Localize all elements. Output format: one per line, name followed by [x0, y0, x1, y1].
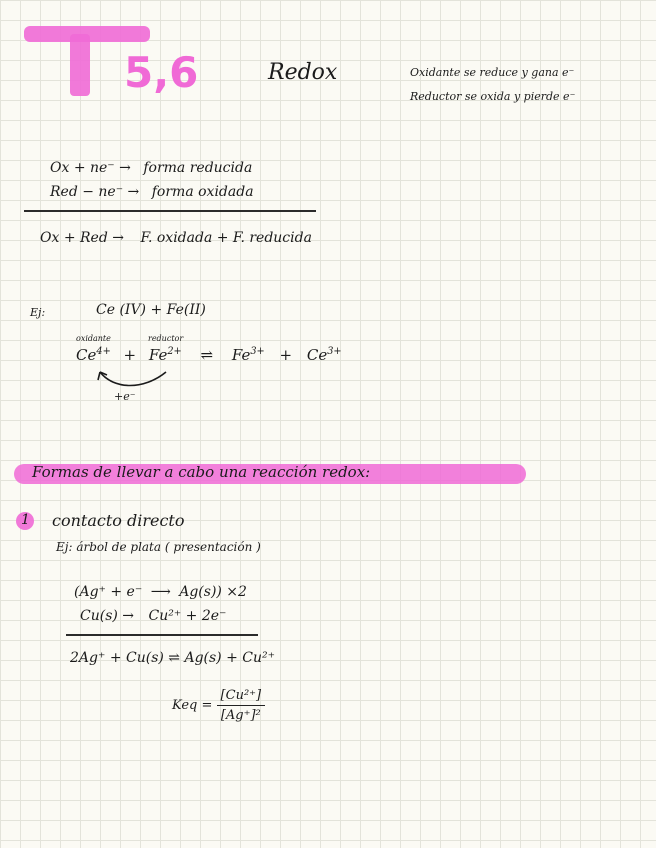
keq-expression: Keq = $\frac{\text{[Cu²⁺]}}{\text{[Ag⁺]²}}$: [172, 688, 265, 723]
reductor-label: reductor: [148, 334, 184, 343]
oxidante-label: oxidante: [76, 334, 111, 343]
half-equation-copper: Cu(s) → Cu²⁺ + 2e⁻: [80, 608, 227, 624]
equation-divider: [66, 634, 258, 636]
electron-label: +e⁻: [114, 390, 136, 403]
overall-reaction: Ox + Red → F. oxidada + F. reducida: [40, 230, 312, 246]
example-species: Ce (IV) + Fe(II): [96, 302, 206, 318]
keq-fraction: $\frac{\text{[Cu²⁺]}}{\text{[Ag⁺]²}}$: [217, 688, 266, 723]
reductor-note: Reductor se oxida y pierde e⁻: [410, 90, 576, 103]
half-reaction-oxidation: Red − ne⁻ → forma oxidada: [50, 184, 254, 200]
half-reaction-reduction: Ox + ne⁻ → forma reducida: [50, 160, 253, 176]
half-equation-silver: (Ag⁺ + e⁻ ⟶ Ag(s)) ×2: [74, 584, 247, 600]
item-example: Ej: árbol de plata ( presentación ): [56, 540, 261, 554]
total-equation: 2Ag⁺ + Cu(s) ⇌ Ag(s) + Cu²⁺: [70, 650, 276, 666]
section-heading: Formas de llevar a cabo una reacción redox:: [32, 463, 371, 481]
oxidant-note: Oxidante se reduce y gana e⁻: [410, 66, 575, 79]
title-highlight-stem: [70, 34, 90, 96]
redox-equation: $Ce^{4+} + Fe^{2+}$ ⇌ $Fe^{3+} + Ce^{3+}$: [76, 346, 342, 364]
item-title: contacto directo: [52, 511, 185, 530]
unit-number: 5,6: [124, 48, 199, 97]
example-label: Ej:: [30, 306, 46, 319]
page-title: Redox: [268, 60, 338, 85]
sum-divider: [24, 210, 316, 212]
item-number: 1: [21, 512, 30, 528]
